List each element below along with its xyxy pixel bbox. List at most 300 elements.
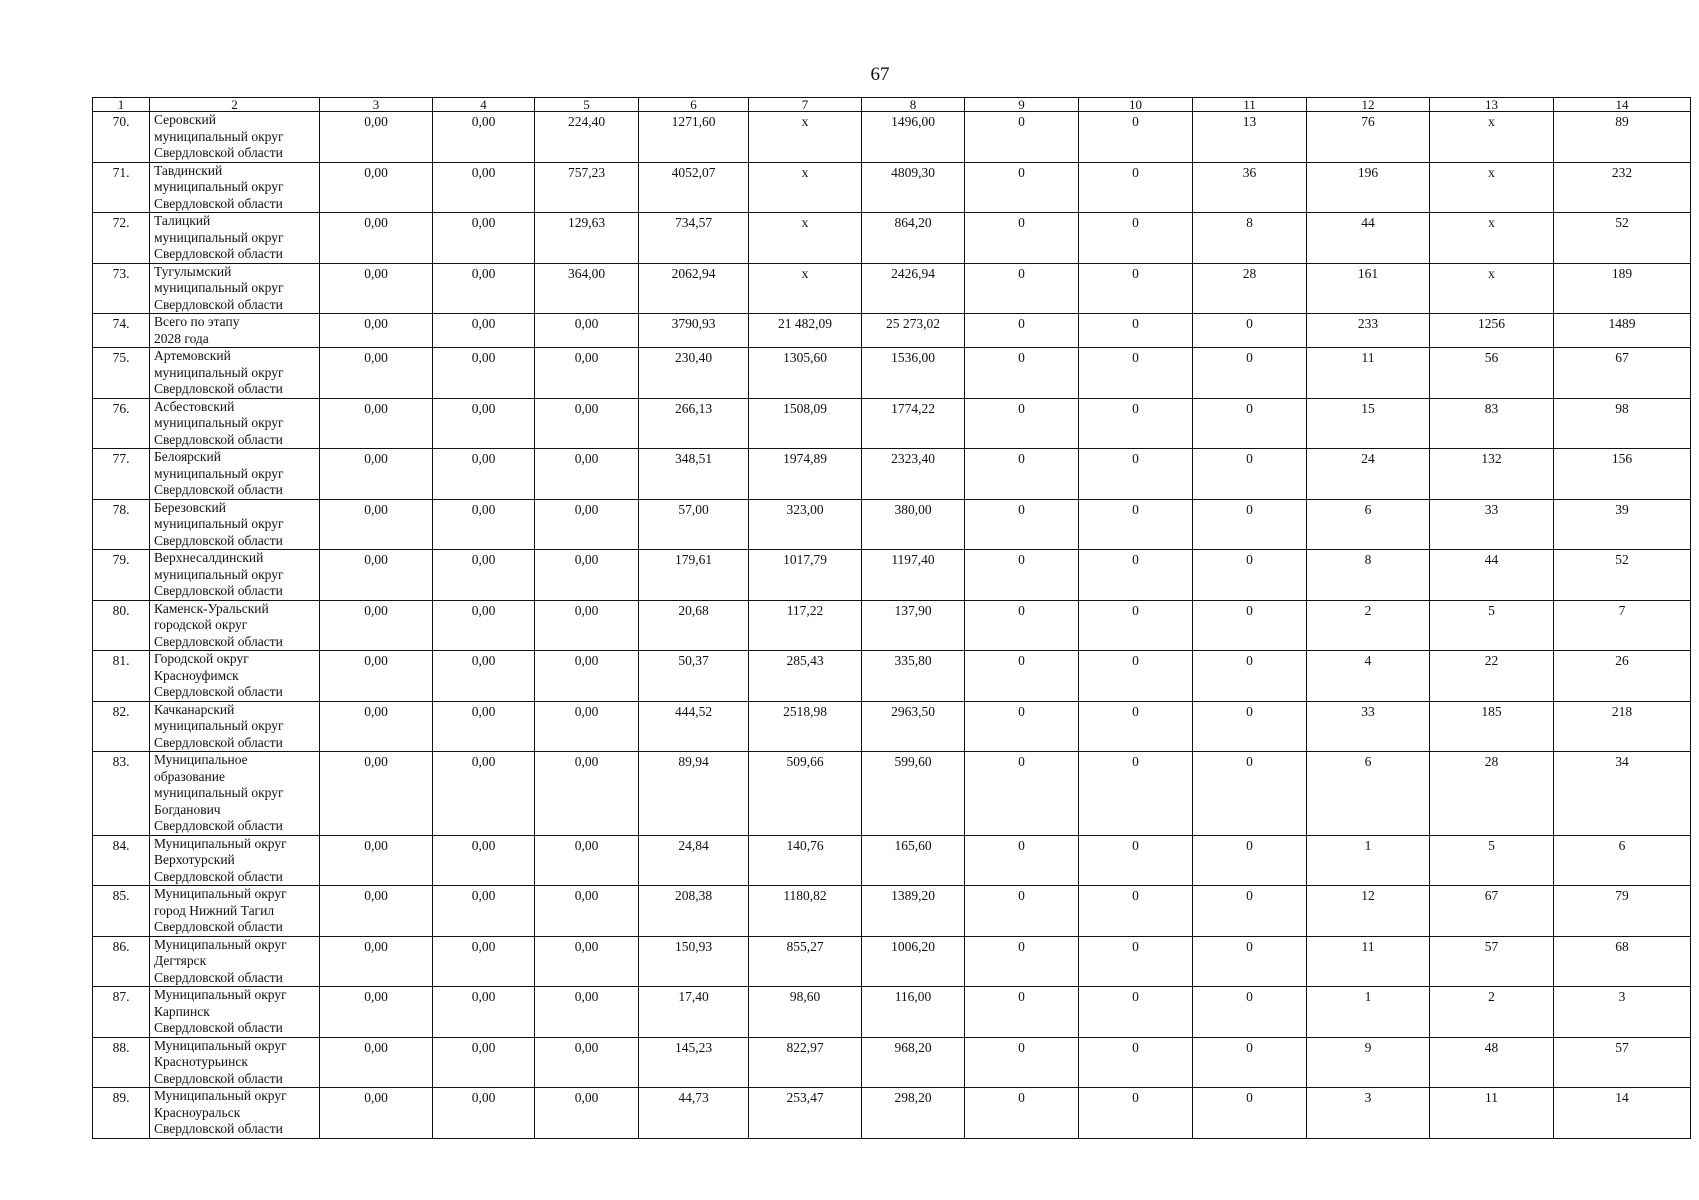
value-cell: 6 bbox=[1307, 499, 1430, 550]
value-cell: 233 bbox=[1307, 314, 1430, 348]
header-row bbox=[93, 98, 1691, 112]
name-line: Красноуральск bbox=[154, 1104, 241, 1120]
table-row bbox=[93, 398, 1691, 449]
value-cell: 0,00 bbox=[433, 600, 535, 651]
name-line: Свердловской области bbox=[154, 583, 283, 598]
table-row bbox=[93, 987, 1691, 1038]
municipality-name bbox=[150, 886, 320, 937]
name-line: Муниципальный округ bbox=[154, 1037, 287, 1053]
value-cell: 0,00 bbox=[535, 398, 639, 449]
table-row bbox=[93, 752, 1691, 836]
municipality-name bbox=[150, 112, 320, 163]
municipality-name bbox=[150, 701, 320, 752]
value-cell: 0 bbox=[1079, 499, 1193, 550]
name-line: муниципальный округ bbox=[154, 566, 284, 582]
value-cell: 0,00 bbox=[535, 752, 639, 836]
row-number: 78. bbox=[93, 499, 150, 550]
table-row bbox=[93, 550, 1691, 601]
value-cell: 25 273,02 bbox=[862, 314, 965, 348]
value-cell: 156 bbox=[1554, 449, 1691, 500]
municipality-name bbox=[150, 835, 320, 886]
row-number: 88. bbox=[93, 1037, 150, 1088]
name-line: Качканарский bbox=[154, 701, 235, 717]
value-cell: 98 bbox=[1554, 398, 1691, 449]
value-cell: 0,00 bbox=[320, 314, 433, 348]
value-cell: 0,00 bbox=[320, 398, 433, 449]
value-cell: 57,00 bbox=[639, 499, 749, 550]
value-cell: 48 bbox=[1430, 1037, 1554, 1088]
name-line: Муниципальный округ bbox=[154, 987, 287, 1002]
name-line: Свердловской области bbox=[154, 868, 283, 884]
value-cell: 52 bbox=[1554, 550, 1691, 601]
column-number: 4 bbox=[433, 98, 535, 112]
value-cell: 208,38 bbox=[639, 886, 749, 937]
value-cell: 1 bbox=[1307, 835, 1430, 886]
row-number: 79. bbox=[93, 550, 150, 601]
name-line: Свердловской области bbox=[154, 684, 283, 699]
value-cell: 7 bbox=[1554, 600, 1691, 651]
value-cell: 0,00 bbox=[535, 1037, 639, 1088]
value-cell: 132 bbox=[1430, 449, 1554, 500]
value-cell: 1508,09 bbox=[749, 398, 862, 449]
name-line: Всего по этапу bbox=[154, 314, 240, 329]
value-cell: 0 bbox=[1079, 752, 1193, 836]
value-cell: 0,00 bbox=[320, 651, 433, 702]
value-cell: 0,00 bbox=[320, 752, 433, 836]
municipality-name bbox=[150, 162, 320, 213]
municipality-name bbox=[150, 449, 320, 500]
name-line: муниципальный округ bbox=[154, 465, 284, 481]
value-cell: 0 bbox=[965, 1088, 1079, 1139]
value-cell: 0 bbox=[1193, 600, 1307, 651]
municipality-name bbox=[150, 1088, 320, 1139]
value-cell: 33 bbox=[1430, 499, 1554, 550]
value-cell: 57 bbox=[1554, 1037, 1691, 1088]
row-number: 71. bbox=[93, 162, 150, 213]
name-line: Серовский bbox=[154, 112, 216, 127]
municipality-name bbox=[150, 550, 320, 601]
value-cell: 0 bbox=[965, 263, 1079, 314]
value-cell: 0 bbox=[1079, 550, 1193, 601]
name-line: Березовский bbox=[154, 499, 226, 515]
value-cell: 2323,40 bbox=[862, 449, 965, 500]
column-number: 12 bbox=[1307, 98, 1430, 112]
value-cell: 509,66 bbox=[749, 752, 862, 836]
value-cell: 56 bbox=[1430, 348, 1554, 399]
value-cell: 218 bbox=[1554, 701, 1691, 752]
value-cell: 0,00 bbox=[320, 701, 433, 752]
value-cell: 24,84 bbox=[639, 835, 749, 886]
name-line: муниципальный округ bbox=[154, 364, 284, 380]
value-cell: 0 bbox=[1079, 600, 1193, 651]
name-line: Богданович bbox=[154, 801, 221, 817]
value-cell: 89 bbox=[1554, 112, 1691, 163]
municipality-name bbox=[150, 263, 320, 314]
name-line: Тавдинский bbox=[154, 162, 223, 178]
value-cell: 83 bbox=[1430, 398, 1554, 449]
value-cell: 0 bbox=[1193, 398, 1307, 449]
value-cell: 0 bbox=[1079, 314, 1193, 348]
value-cell: 0,00 bbox=[320, 449, 433, 500]
name-line: Карпинск bbox=[154, 1003, 210, 1019]
column-number: 3 bbox=[320, 98, 433, 112]
value-cell: х bbox=[1430, 263, 1554, 314]
value-cell: 1256 bbox=[1430, 314, 1554, 348]
value-cell: 4 bbox=[1307, 651, 1430, 702]
name-line: муниципальный округ bbox=[154, 785, 284, 800]
table-row bbox=[93, 600, 1691, 651]
name-line: Свердловской области bbox=[154, 818, 283, 833]
column-number: 1 bbox=[93, 98, 150, 112]
value-cell: 0,00 bbox=[535, 987, 639, 1038]
value-cell: 0 bbox=[965, 752, 1079, 836]
value-cell: 6 bbox=[1554, 835, 1691, 886]
value-cell: 1017,79 bbox=[749, 550, 862, 601]
name-line: Свердловской области bbox=[154, 633, 283, 649]
column-number: 13 bbox=[1430, 98, 1554, 112]
value-cell: 9 bbox=[1307, 1037, 1430, 1088]
value-cell: 189 bbox=[1554, 263, 1691, 314]
value-cell: 150,93 bbox=[639, 936, 749, 987]
municipality-name bbox=[150, 600, 320, 651]
value-cell: 734,57 bbox=[639, 213, 749, 264]
value-cell: 0 bbox=[1193, 499, 1307, 550]
value-cell: 323,00 bbox=[749, 499, 862, 550]
row-number: 81. bbox=[93, 651, 150, 702]
value-cell: 380,00 bbox=[862, 499, 965, 550]
value-cell: 4809,30 bbox=[862, 162, 965, 213]
value-cell: 0,00 bbox=[433, 162, 535, 213]
table-row bbox=[93, 449, 1691, 500]
value-cell: 0 bbox=[1079, 651, 1193, 702]
value-cell: 0,00 bbox=[320, 348, 433, 399]
name-line: Свердловской области bbox=[154, 246, 283, 261]
value-cell: 117,22 bbox=[749, 600, 862, 651]
value-cell: 0,00 bbox=[535, 936, 639, 987]
value-cell: 2426,94 bbox=[862, 263, 965, 314]
value-cell: 0,00 bbox=[320, 550, 433, 601]
value-cell: 1271,60 bbox=[639, 112, 749, 163]
name-line: городской округ bbox=[154, 617, 248, 632]
column-number: 14 bbox=[1554, 98, 1691, 112]
value-cell: 232 bbox=[1554, 162, 1691, 213]
value-cell: 855,27 bbox=[749, 936, 862, 987]
value-cell: 0 bbox=[1079, 112, 1193, 163]
municipality-name bbox=[150, 499, 320, 550]
data-table bbox=[92, 97, 1691, 1139]
value-cell: 230,40 bbox=[639, 348, 749, 399]
value-cell: 0 bbox=[965, 835, 1079, 886]
value-cell: 0 bbox=[1079, 162, 1193, 213]
value-cell: 335,80 bbox=[862, 651, 965, 702]
value-cell: 129,63 bbox=[535, 213, 639, 264]
value-cell: 0 bbox=[965, 886, 1079, 937]
value-cell: 11 bbox=[1307, 348, 1430, 399]
name-line: Верхотурский bbox=[154, 852, 235, 867]
value-cell: 0 bbox=[965, 701, 1079, 752]
value-cell: 0,00 bbox=[535, 449, 639, 500]
table-row bbox=[93, 314, 1691, 348]
value-cell: 3 bbox=[1554, 987, 1691, 1038]
name-line: Свердловской области bbox=[154, 381, 283, 396]
name-line: Муниципальный округ bbox=[154, 886, 287, 901]
value-cell: 3790,93 bbox=[639, 314, 749, 348]
value-cell: 0,00 bbox=[320, 1037, 433, 1088]
municipality-name bbox=[150, 348, 320, 399]
value-cell: 0,00 bbox=[433, 886, 535, 937]
value-cell: 0,00 bbox=[320, 835, 433, 886]
value-cell: 0 bbox=[1079, 1037, 1193, 1088]
name-line: Муниципальное bbox=[154, 752, 248, 767]
value-cell: 224,40 bbox=[535, 112, 639, 163]
column-number: 2 bbox=[150, 98, 320, 112]
value-cell: 20,68 bbox=[639, 600, 749, 651]
value-cell: 0,00 bbox=[433, 1037, 535, 1088]
value-cell: 0 bbox=[1079, 987, 1193, 1038]
value-cell: 0 bbox=[1079, 835, 1193, 886]
value-cell: 1 bbox=[1307, 987, 1430, 1038]
name-line: Верхнесалдинский bbox=[154, 550, 264, 565]
value-cell: 0 bbox=[1193, 886, 1307, 937]
name-line: Талицкий bbox=[154, 213, 211, 228]
value-cell: 1197,40 bbox=[862, 550, 965, 601]
value-cell: 0 bbox=[965, 112, 1079, 163]
value-cell: 0,00 bbox=[433, 835, 535, 886]
value-cell: 0,00 bbox=[433, 1088, 535, 1139]
value-cell: 14 bbox=[1554, 1088, 1691, 1139]
value-cell: 1180,82 bbox=[749, 886, 862, 937]
name-line: Артемовский bbox=[154, 348, 231, 363]
table-row bbox=[93, 701, 1691, 752]
table-row bbox=[93, 213, 1691, 264]
value-cell: 0,00 bbox=[535, 550, 639, 601]
value-cell: 0 bbox=[965, 550, 1079, 601]
value-cell: 116,00 bbox=[862, 987, 965, 1038]
column-number: 6 bbox=[639, 98, 749, 112]
value-cell: 140,76 bbox=[749, 835, 862, 886]
value-cell: 0,00 bbox=[535, 348, 639, 399]
value-cell: 0,00 bbox=[320, 112, 433, 163]
value-cell: 11 bbox=[1430, 1088, 1554, 1139]
value-cell: 0,00 bbox=[320, 600, 433, 651]
name-line: Свердловской области bbox=[154, 734, 283, 750]
row-number: 72. bbox=[93, 213, 150, 264]
value-cell: 1974,89 bbox=[749, 449, 862, 500]
row-number: 73. bbox=[93, 263, 150, 314]
value-cell: 4052,07 bbox=[639, 162, 749, 213]
value-cell: 161 bbox=[1307, 263, 1430, 314]
value-cell: 0,00 bbox=[433, 112, 535, 163]
table-row bbox=[93, 112, 1691, 163]
row-number: 87. bbox=[93, 987, 150, 1038]
municipality-name bbox=[150, 987, 320, 1038]
table-row bbox=[93, 162, 1691, 213]
value-cell: 0 bbox=[1079, 398, 1193, 449]
value-cell: 0,00 bbox=[433, 936, 535, 987]
column-number: 5 bbox=[535, 98, 639, 112]
value-cell: 8 bbox=[1193, 213, 1307, 264]
row-number: 84. bbox=[93, 835, 150, 886]
value-cell: х bbox=[1430, 162, 1554, 213]
value-cell: 0 bbox=[1193, 449, 1307, 500]
row-number: 80. bbox=[93, 600, 150, 651]
value-cell: 6 bbox=[1307, 752, 1430, 836]
value-cell: 0 bbox=[965, 213, 1079, 264]
value-cell: 1774,22 bbox=[862, 398, 965, 449]
value-cell: 0,00 bbox=[433, 213, 535, 264]
value-cell: 0 bbox=[965, 651, 1079, 702]
value-cell: 137,90 bbox=[862, 600, 965, 651]
value-cell: 0 bbox=[1079, 348, 1193, 399]
value-cell: 11 bbox=[1307, 936, 1430, 987]
name-line: Городской округ bbox=[154, 651, 249, 666]
value-cell: 0 bbox=[1193, 348, 1307, 399]
name-line: муниципальный округ bbox=[154, 718, 284, 733]
row-number: 70. bbox=[93, 112, 150, 163]
value-cell: 0,00 bbox=[320, 936, 433, 987]
row-number: 89. bbox=[93, 1088, 150, 1139]
name-line: Свердловской области bbox=[154, 919, 283, 934]
name-line: муниципальный округ bbox=[154, 516, 284, 531]
name-line: муниципальный округ bbox=[154, 229, 284, 245]
value-cell: 0,00 bbox=[320, 213, 433, 264]
name-line: Дегтярск bbox=[154, 953, 207, 968]
column-number: 7 bbox=[749, 98, 862, 112]
table-row bbox=[93, 1088, 1691, 1139]
value-cell: 1536,00 bbox=[862, 348, 965, 399]
value-cell: 0 bbox=[1079, 1088, 1193, 1139]
value-cell: 0 bbox=[1193, 701, 1307, 752]
value-cell: 0,00 bbox=[433, 314, 535, 348]
value-cell: 67 bbox=[1554, 348, 1691, 399]
value-cell: 348,51 bbox=[639, 449, 749, 500]
name-line: Свердловской области bbox=[154, 482, 283, 497]
value-cell: 0,00 bbox=[535, 835, 639, 886]
value-cell: х bbox=[1430, 112, 1554, 163]
row-number: 83. bbox=[93, 752, 150, 836]
name-line: Каменск-Уральский bbox=[154, 600, 269, 616]
value-cell: 185 bbox=[1430, 701, 1554, 752]
municipality-name bbox=[150, 1037, 320, 1088]
value-cell: 1006,20 bbox=[862, 936, 965, 987]
table-row bbox=[93, 835, 1691, 886]
value-cell: 39 bbox=[1554, 499, 1691, 550]
name-line: Муниципальный округ bbox=[154, 936, 287, 952]
value-cell: 17,40 bbox=[639, 987, 749, 1038]
value-cell: 165,60 bbox=[862, 835, 965, 886]
value-cell: 0,00 bbox=[535, 499, 639, 550]
value-cell: 1389,20 bbox=[862, 886, 965, 937]
value-cell: 21 482,09 bbox=[749, 314, 862, 348]
table-row bbox=[93, 936, 1691, 987]
value-cell: 0 bbox=[1079, 886, 1193, 937]
value-cell: 24 bbox=[1307, 449, 1430, 500]
value-cell: 98,60 bbox=[749, 987, 862, 1038]
value-cell: 0 bbox=[1193, 651, 1307, 702]
value-cell: 22 bbox=[1430, 651, 1554, 702]
value-cell: х bbox=[1430, 213, 1554, 264]
value-cell: 0 bbox=[1193, 752, 1307, 836]
name-line: Свердловской области bbox=[154, 145, 283, 160]
name-line: муниципальный округ bbox=[154, 128, 284, 144]
name-line: город Нижний Тагил bbox=[154, 902, 275, 918]
value-cell: 0,00 bbox=[320, 263, 433, 314]
name-line: Асбестовский bbox=[154, 398, 235, 414]
value-cell: 196 bbox=[1307, 162, 1430, 213]
value-cell: 0,00 bbox=[535, 651, 639, 702]
value-cell: х bbox=[749, 263, 862, 314]
value-cell: 0 bbox=[1193, 1037, 1307, 1088]
value-cell: х bbox=[749, 112, 862, 163]
value-cell: 444,52 bbox=[639, 701, 749, 752]
table-row bbox=[93, 886, 1691, 937]
value-cell: 26 bbox=[1554, 651, 1691, 702]
row-number: 86. bbox=[93, 936, 150, 987]
value-cell: 76 bbox=[1307, 112, 1430, 163]
value-cell: 757,23 bbox=[535, 162, 639, 213]
value-cell: 0 bbox=[965, 600, 1079, 651]
value-cell: 34 bbox=[1554, 752, 1691, 836]
name-line: муниципальный округ bbox=[154, 415, 284, 430]
municipality-name bbox=[150, 314, 320, 348]
value-cell: 0,00 bbox=[535, 600, 639, 651]
value-cell: 0,00 bbox=[433, 499, 535, 550]
table-row bbox=[93, 651, 1691, 702]
value-cell: х bbox=[749, 162, 862, 213]
value-cell: 28 bbox=[1430, 752, 1554, 836]
value-cell: 1489 bbox=[1554, 314, 1691, 348]
name-line: Свердловской области bbox=[154, 1070, 283, 1086]
row-number: 77. bbox=[93, 449, 150, 500]
name-line: Свердловской области bbox=[154, 431, 283, 447]
value-cell: 2 bbox=[1430, 987, 1554, 1038]
value-cell: 0,00 bbox=[433, 987, 535, 1038]
value-cell: 5 bbox=[1430, 835, 1554, 886]
row-number: 74. bbox=[93, 314, 150, 348]
value-cell: 364,00 bbox=[535, 263, 639, 314]
value-cell: 28 bbox=[1193, 263, 1307, 314]
value-cell: 0 bbox=[965, 449, 1079, 500]
value-cell: х bbox=[749, 213, 862, 264]
table-row bbox=[93, 348, 1691, 399]
column-number: 8 bbox=[862, 98, 965, 112]
value-cell: 0 bbox=[965, 348, 1079, 399]
table-row bbox=[93, 1037, 1691, 1088]
row-number: 75. bbox=[93, 348, 150, 399]
value-cell: 0,00 bbox=[320, 1088, 433, 1139]
value-cell: 44 bbox=[1307, 213, 1430, 264]
value-cell: 57 bbox=[1430, 936, 1554, 987]
value-cell: 179,61 bbox=[639, 550, 749, 601]
value-cell: 0,00 bbox=[320, 162, 433, 213]
column-number: 10 bbox=[1079, 98, 1193, 112]
value-cell: 0 bbox=[1193, 314, 1307, 348]
table-row bbox=[93, 263, 1691, 314]
column-number: 11 bbox=[1193, 98, 1307, 112]
column-number: 9 bbox=[965, 98, 1079, 112]
value-cell: 0 bbox=[1193, 550, 1307, 601]
value-cell: 0,00 bbox=[433, 348, 535, 399]
value-cell: 8 bbox=[1307, 550, 1430, 601]
name-line: Муниципальный округ bbox=[154, 835, 287, 851]
name-line: Свердловской области bbox=[154, 969, 283, 985]
value-cell: 0,00 bbox=[433, 398, 535, 449]
row-number: 82. bbox=[93, 701, 150, 752]
value-cell: 12 bbox=[1307, 886, 1430, 937]
value-cell: 52 bbox=[1554, 213, 1691, 264]
value-cell: 145,23 bbox=[639, 1037, 749, 1088]
value-cell: 2963,50 bbox=[862, 701, 965, 752]
